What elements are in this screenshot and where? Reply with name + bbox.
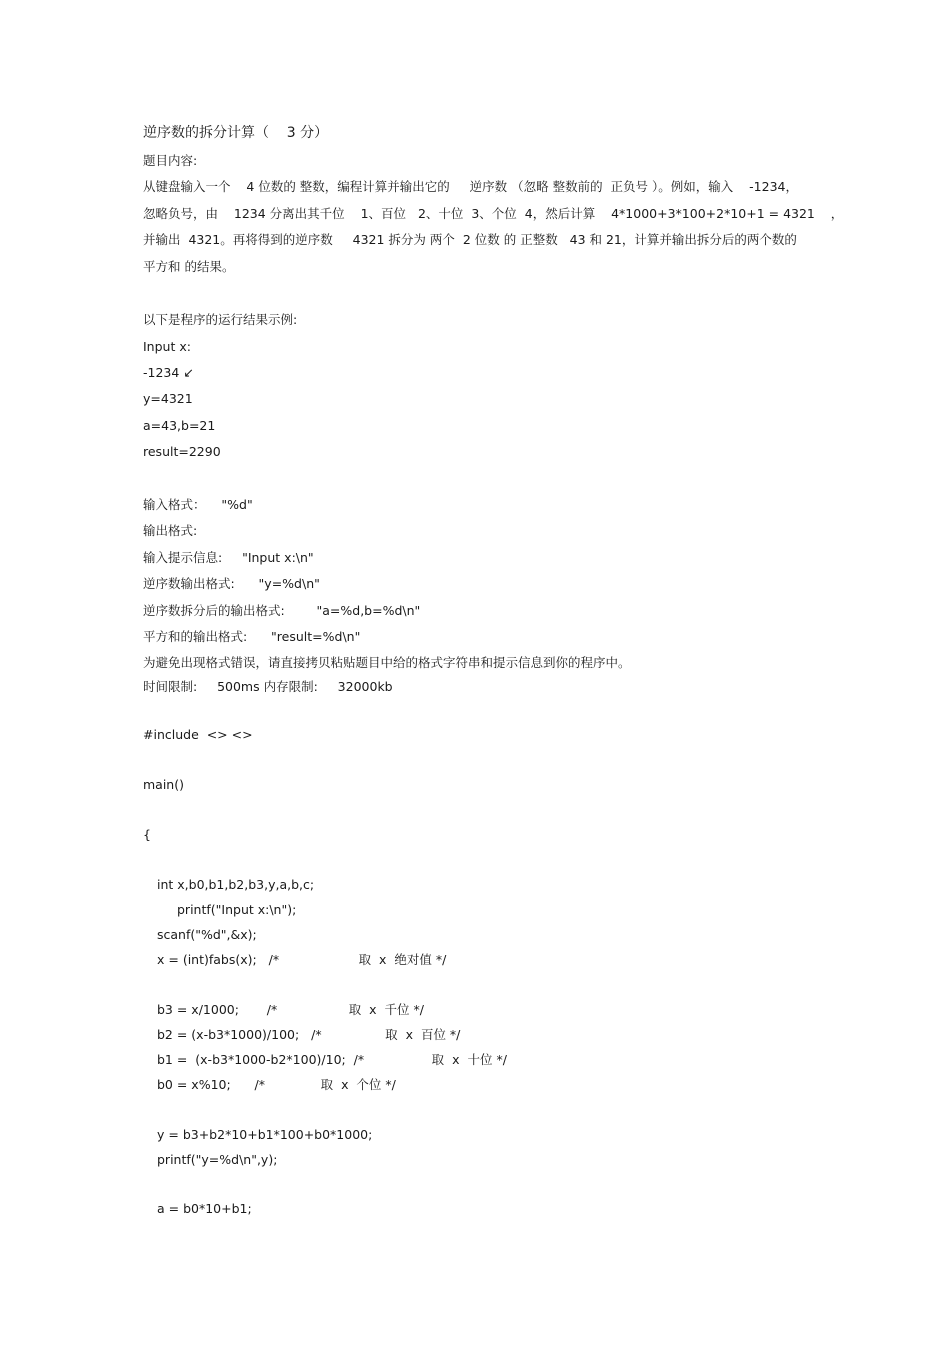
code-scanf: scanf("%d",&x);	[157, 927, 257, 942]
code-include: #include <> <>	[143, 727, 253, 742]
reverse-output-format: 逆序数输出格式: "y=%d\n"	[143, 576, 320, 591]
input-format: 输入格式： "%d"	[143, 497, 253, 512]
problem-title: 逆序数的拆分计算（ 3 分）	[143, 125, 329, 141]
code-printf-y: printf("y=%d\n",y);	[157, 1152, 278, 1167]
code-y: y = b3+b2*10+b1*100+b0*1000;	[157, 1127, 373, 1142]
code-b1: b1 = (x-b3*1000-b2*100)/10; /* 取 x 十位 */	[157, 1052, 507, 1067]
sum-output-format: 平方和的输出格式: "result=%d\n"	[143, 629, 361, 644]
description-line-4: 平方和 的结果。	[143, 259, 235, 274]
sample-line: -1234 ↙	[143, 365, 194, 380]
code-printf-input: printf("Input x:\n");	[177, 902, 297, 917]
format-notice: 为避免出现格式错误，请直接拷贝粘贴题目中给的格式字符串和提示信息到你的程序中。	[143, 655, 631, 670]
split-output-format: 逆序数拆分后的输出格式: "a=%d,b=%d\n"	[143, 603, 421, 618]
sample-line: y=4321	[143, 391, 193, 406]
code-open-brace: {	[143, 827, 151, 842]
code-declaration: int x,b0,b1,b2,b3,y,a,b,c;	[157, 877, 315, 892]
sample-label: 以下是程序的运行结果示例:	[143, 312, 298, 327]
code-b0: b0 = x%10; /* 取 x 个位 */	[157, 1077, 396, 1092]
description-line-1: 从键盘输入一个 4 位数的 整数，编程计算并输出它的 逆序数 （忽略 整数前的 正负号 ）。例如，输入 -1234，	[143, 179, 798, 194]
description-line-2: 忽略负号，由 1234 分离出其千位 1、百位 2、十位 3、个位 4，然后计算 4*1000+3*100+2*10+1 = 4321 ，	[143, 206, 844, 221]
code-main: main()	[143, 777, 184, 792]
code-b2: b2 = (x-b3*1000)/100; /* 取 x 百位 */	[157, 1027, 461, 1042]
limits: 时间限制: 500ms 内存限制: 32000kb	[143, 679, 393, 694]
content-label: 题目内容:	[143, 153, 198, 168]
output-format: 输出格式:	[143, 523, 198, 538]
description-line-3: 并输出 4321。再将得到的逆序数 4321 拆分为 两个 2 位数 的 正整数 43 和 21，计算并输出拆分后的两个数的	[143, 232, 797, 247]
sample-line: Input x:	[143, 339, 191, 354]
sample-line: a=43,b=21	[143, 418, 216, 433]
code-b3: b3 = x/1000; /* 取 x 千位 */	[157, 1002, 424, 1017]
input-prompt-format: 输入提示信息: "Input x:\n"	[143, 550, 314, 565]
code-abs: x = (int)fabs(x); /* 取 x 绝对值 */	[157, 952, 447, 967]
sample-line: result=2290	[143, 444, 221, 459]
code-a: a = b0*10+b1;	[157, 1201, 252, 1216]
